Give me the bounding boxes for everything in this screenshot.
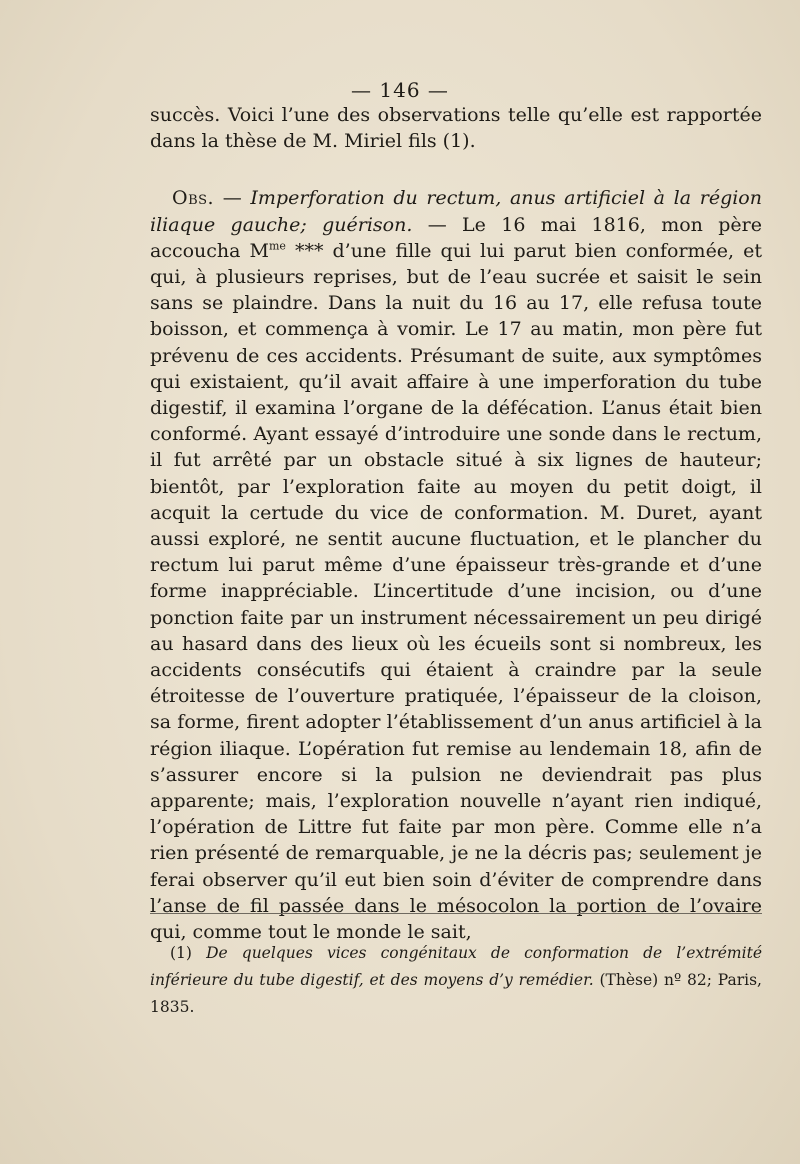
obs-text-body: *** d’une fille qui lui parut bien conformée, et qui, à plusieurs reprises, but de l’eau sucrée et saisit le sein sans se plaindre. Dans la nuit du 16 au 17, elle refusa toute boisson, et commença à vomir. Le 17 au matin, mon père fut prévenu de ces accidents. Présumant de suite, aux symptômes qui existaient, qu’il avait affaire à une imperforation du tube digestif, il examina l’organe de la défécation. L’anus était bien conformé. Ayant essayé d’introduire une sonde dans le rectum, il fut arrêté par un obstacle situé à six lignes de hauteur; bientôt, par l’exploration faite au moyen du petit doigt, il acquit la certude du vice de conformation. M. Duret, ayant aussi exploré, ne sentit aucune fluctuation, et le plancher du rectum lui parut même d’une épaisseur très-grande et d’une forme inappréciable. L’incertitude d’une incision, ou d’une ponction faite par un instrument nécessairement un peu dirigé au hasard dans des lieux où les écueils sont si nombreux, les accidents consécutifs qui étaient à craindre par la seule étroitesse de l’ouverture pratiquée, l’épaisseur de la cloison, sa forme, firent adopter l’établissement d’un anus artificiel à la région iliaque. L’opération fut remise au lendemain 18, afin de s’assurer encore si la pulsion ne deviendrait pas plus apparente; mais, l’exploration nouvelle n’ayant rien indiqué, l’opération de Littre fut faite par mon père. Comme elle n’a rien présenté de remarquable, je ne la décris pas; seulement je ferai observer qu’il eut bien soin d’éviter de comprendre dans l’anse de fil passée dans le mésocolon la portion de l’ovaire qui, comme tout le monde le sait, — [150, 239, 762, 944]
obs-text-start: — Le 16 mai 1816, mon père accoucha M — [150, 213, 762, 262]
footnote-marker: (1) — [170, 944, 207, 962]
obs-superscript: me — [268, 239, 286, 253]
body-text — [150, 102, 762, 945]
footnote-rest: (Thèse) nº 82; Paris, 1835. — [150, 971, 762, 1016]
obs-label: Obs. — [172, 187, 215, 210]
footnote — [150, 940, 762, 1021]
page-number: — 146 — — [351, 78, 449, 102]
intro-paragraph: succès. Voici l’une des observations telle qu’elle est rapportée dans la thèse de M. Miriel fils (1). — [150, 104, 762, 153]
obs-title: Imperforation du rectum, anus artificiel à la région iliaque gauche; guérison. — [150, 187, 762, 236]
footnote-divider — [150, 913, 762, 914]
footnote-title: De quelques vices congénitaux de conformation de l’extrémité inférieure du tube digestif, et des moyens d’y remédier. — [150, 944, 762, 989]
obs-dash: — — [214, 187, 251, 210]
observation-paragraph — [150, 185, 762, 945]
